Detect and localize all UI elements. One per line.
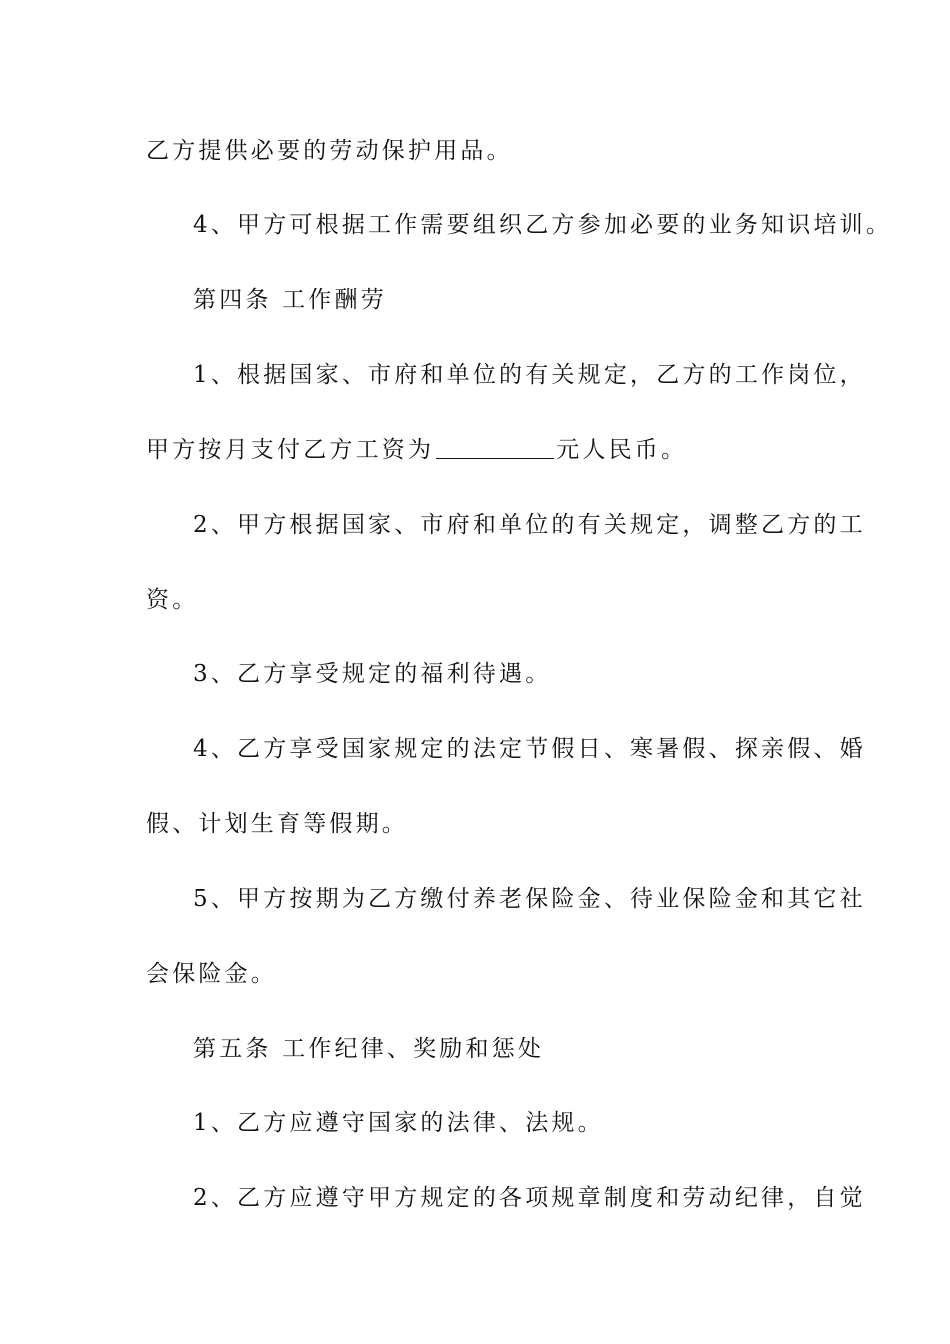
paragraph-line: 5、甲方按期为乙方缴付养老保险金、待业保险金和其它社 bbox=[193, 886, 866, 912]
paragraph-line bbox=[146, 430, 687, 470]
salary-blank bbox=[436, 436, 554, 459]
paragraph-line: 乙方提供必要的劳动保护用品。 bbox=[146, 138, 513, 164]
salary-text-after: 元人民币。 bbox=[556, 437, 688, 463]
paragraph-line: 会保险金。 bbox=[146, 961, 277, 987]
paragraph-line: 假、计划生育等假期。 bbox=[146, 811, 408, 837]
paragraph-line: 3、乙方享受规定的福利待遇。 bbox=[193, 661, 552, 687]
salary-text-before: 甲方按月支付乙方工资为 bbox=[146, 437, 435, 463]
paragraph-line: 2、甲方根据国家、市府和单位的有关规定，调整乙方的工 bbox=[193, 512, 866, 538]
paragraph-line: 资。 bbox=[146, 587, 199, 613]
paragraph-line: 4、乙方享受国家规定的法定节假日、寒暑假、探亲假、婚 bbox=[193, 736, 866, 762]
paragraph-line: 1、乙方应遵守国家的法律、法规。 bbox=[193, 1110, 604, 1136]
paragraph-line: 4、甲方可根据工作需要组织乙方参加必要的业务知识培训。 bbox=[193, 212, 893, 238]
paragraph-line: 2、乙方应遵守甲方规定的各项规章制度和劳动纪律，自觉 bbox=[193, 1185, 866, 1211]
article-heading: 第五条 工作纪律、奖励和惩处 bbox=[193, 1036, 545, 1062]
article-heading: 第四条 工作酬劳 bbox=[193, 287, 387, 313]
paragraph-line: 1、根据国家、市府和单位的有关规定，乙方的工作岗位， bbox=[193, 362, 866, 388]
